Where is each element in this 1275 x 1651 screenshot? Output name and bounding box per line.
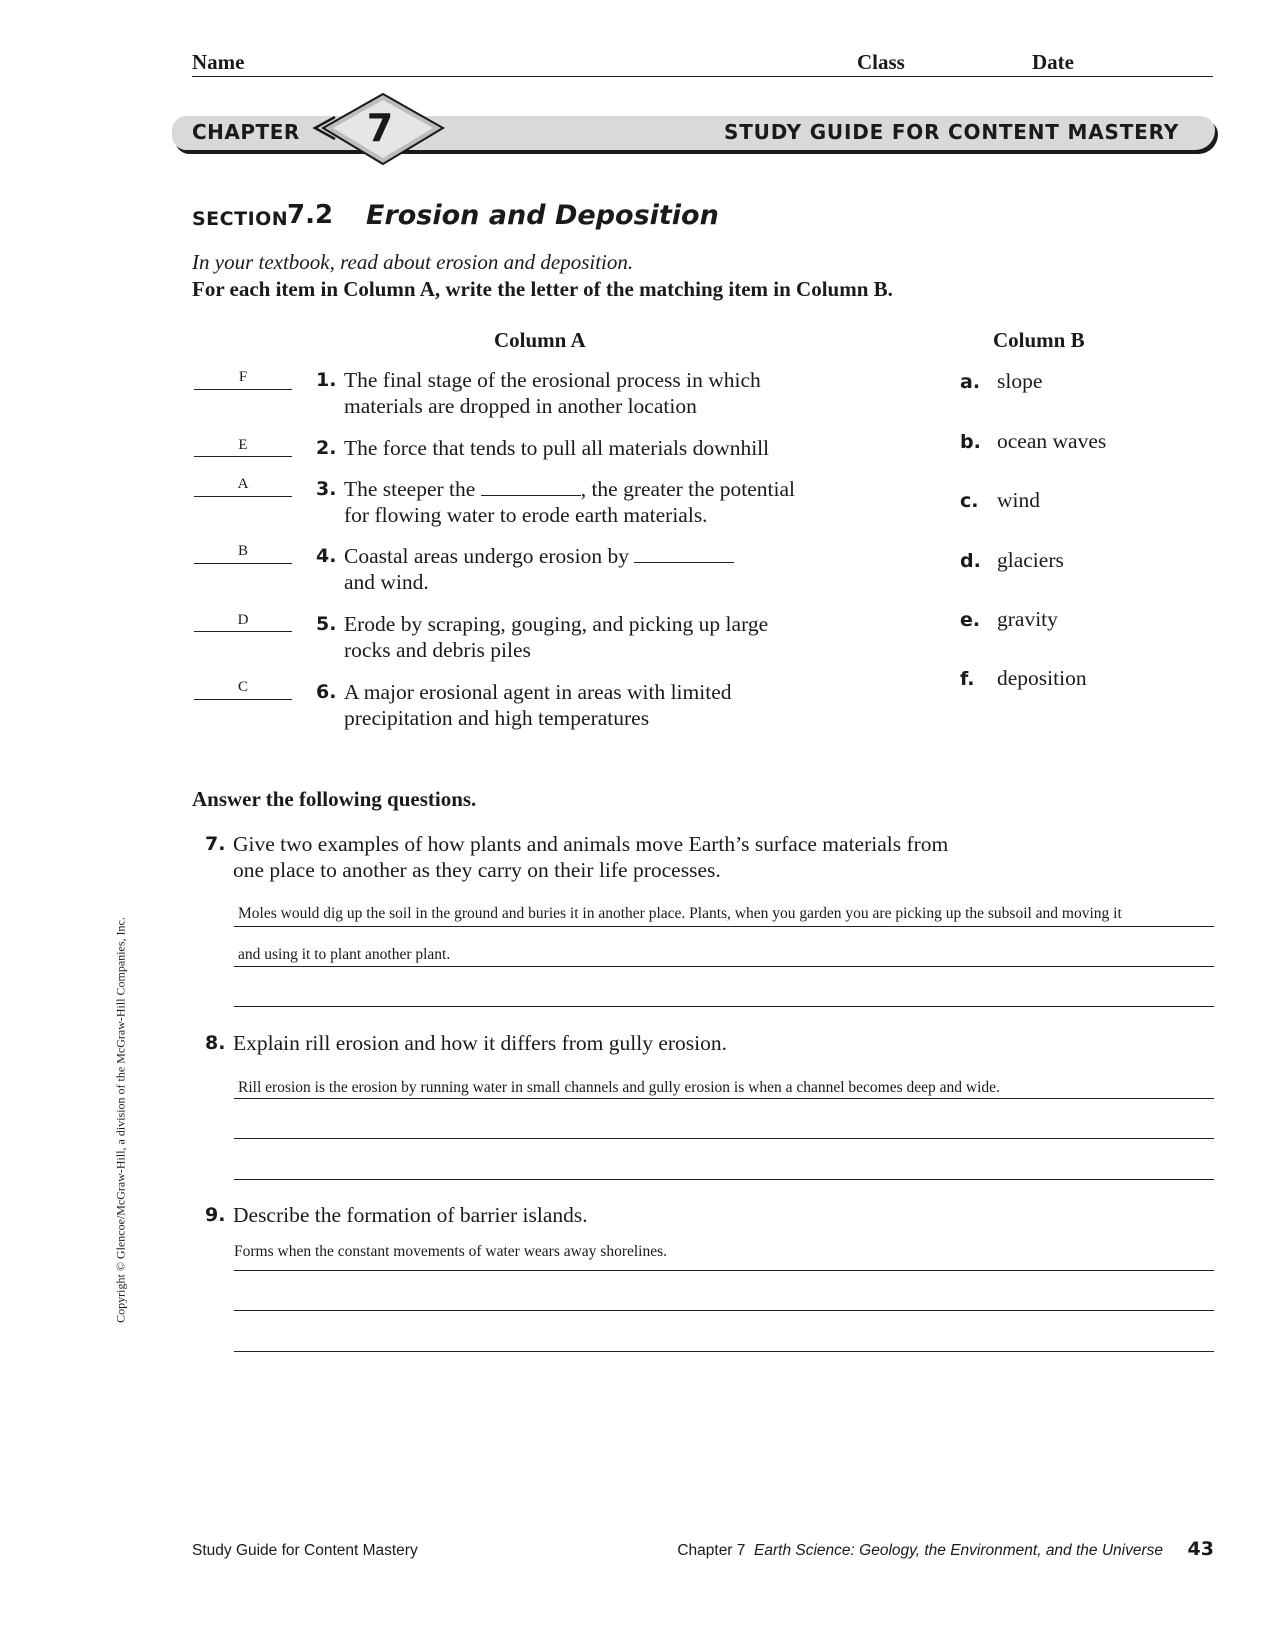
question-text-7: Give two examples of how plants and animals move Earth’s surface materials from one place to another as they carry on their life processes. xyxy=(233,832,949,882)
item-number-2: 2. xyxy=(316,437,337,459)
fill-in-blank-3[interactable] xyxy=(481,477,581,496)
item-text-3: The steeper the , the greater the potential for flowing water to erode earth materials. xyxy=(344,477,796,527)
answer-letter-3: A xyxy=(237,476,249,492)
name-line xyxy=(192,76,1213,77)
name-label: Name xyxy=(192,50,245,74)
response-line xyxy=(234,1006,1214,1007)
column-b-letter-b: b. xyxy=(960,431,981,453)
column-b-text-f: deposition xyxy=(997,666,1087,690)
column-a-heading: Column A xyxy=(494,328,586,352)
column-b-heading: Column B xyxy=(993,328,1085,352)
answer-letter-2: E xyxy=(238,437,248,453)
answer-blank-2[interactable] xyxy=(194,456,292,457)
column-b-letter-f: f. xyxy=(960,668,975,690)
response-8-line-1[interactable]: Rill erosion is the erosion by running water in small channels and gully erosion is when a channel becomes deep and wide. xyxy=(238,1079,1000,1096)
column-b-text-c: wind xyxy=(997,488,1040,512)
answer-questions-heading: Answer the following questions. xyxy=(192,787,477,811)
item-text-5: Erode by scraping, gouging, and picking up large rocks and debris piles xyxy=(344,612,769,662)
copyright-notice: Copyright © Glencoe/McGraw-Hill, a division of the McGraw-Hill Companies, Inc. xyxy=(113,917,128,1323)
answer-letter-4: B xyxy=(237,543,248,559)
item-number-4: 4. xyxy=(316,545,337,567)
response-line xyxy=(234,966,1214,967)
column-b-letter-e: e. xyxy=(960,609,981,631)
instruction-reading: In your textbook, read about erosion and deposition. xyxy=(192,250,634,274)
question-text-9: Describe the formation of barrier islands. xyxy=(233,1203,588,1227)
answer-blank-5[interactable] xyxy=(194,631,292,632)
answer-letter-6: C xyxy=(237,679,248,695)
fill-in-blank-4[interactable] xyxy=(634,544,734,563)
response-line xyxy=(234,926,1214,927)
column-b-letter-a: a. xyxy=(960,371,981,393)
instruction-matching: For each item in Column A, write the letter of the matching item in Column B. xyxy=(192,277,893,301)
column-b-text-e: gravity xyxy=(997,607,1058,631)
question-number-9: 9. xyxy=(205,1204,226,1226)
response-9-line-1[interactable]: Forms when the constant movements of water wears away shorelines. xyxy=(234,1243,668,1260)
item-number-5: 5. xyxy=(316,613,337,635)
footer-chapter-info: Chapter 7 Earth Science: Geology, the Environment, and the Universe xyxy=(677,1542,1163,1559)
question-number-7: 7. xyxy=(205,833,226,855)
column-b-letter-d: d. xyxy=(960,550,981,572)
section-title: Erosion and Deposition xyxy=(366,200,719,231)
column-b-letter-c: c. xyxy=(960,490,979,512)
footer-guide-title: Study Guide for Content Mastery xyxy=(192,1542,418,1559)
question-text-8: Explain rill erosion and how it differs from gully erosion. xyxy=(233,1031,728,1055)
item-number-6: 6. xyxy=(316,681,337,703)
answer-blank-3[interactable] xyxy=(194,496,292,497)
answer-letter-5: D xyxy=(237,612,249,628)
item-text-6: A major erosional agent in areas with limited precipitation and high temperatures xyxy=(344,680,732,730)
page-number: 43 xyxy=(1187,1538,1214,1560)
answer-blank-4[interactable] xyxy=(194,563,292,564)
column-b-text-a: slope xyxy=(997,369,1043,393)
response-line xyxy=(234,1138,1214,1139)
answer-blank-1[interactable] xyxy=(194,389,292,390)
response-line xyxy=(234,1351,1214,1352)
date-label: Date xyxy=(1032,50,1074,74)
response-7-line-1[interactable]: Moles would dig up the soil in the ground and buries it in another place. Plants, when you garden you are picking up the subsoil and moving it xyxy=(238,905,1122,922)
answer-blank-6[interactable] xyxy=(194,699,292,700)
question-number-8: 8. xyxy=(205,1032,226,1054)
chapter-label: CHAPTER xyxy=(192,120,300,144)
response-7-line-2[interactable]: and using it to plant another plant. xyxy=(238,946,451,963)
section-number: 7.2 xyxy=(287,200,334,230)
section-label: SECTION xyxy=(192,208,289,230)
column-b-text-b: ocean waves xyxy=(997,429,1107,453)
item-number-3: 3. xyxy=(316,478,337,500)
banner-title: STUDY GUIDE FOR CONTENT MASTERY xyxy=(724,120,1179,144)
item-text-2: The force that tends to pull all materials downhill xyxy=(344,436,770,460)
response-line xyxy=(234,1098,1214,1099)
response-line xyxy=(234,1270,1214,1271)
response-line xyxy=(234,1310,1214,1311)
response-line xyxy=(234,1179,1214,1180)
answer-letter-1: F xyxy=(238,369,248,385)
item-number-1: 1. xyxy=(316,369,337,391)
item-text-4: Coastal areas undergo erosion by and wind. xyxy=(344,543,734,595)
chapter-number: 7 xyxy=(366,106,394,150)
class-label: Class xyxy=(857,50,905,74)
item-text-1: The final stage of the erosional process in which materials are dropped in another location xyxy=(344,368,761,418)
column-b-text-d: glaciers xyxy=(997,548,1064,572)
